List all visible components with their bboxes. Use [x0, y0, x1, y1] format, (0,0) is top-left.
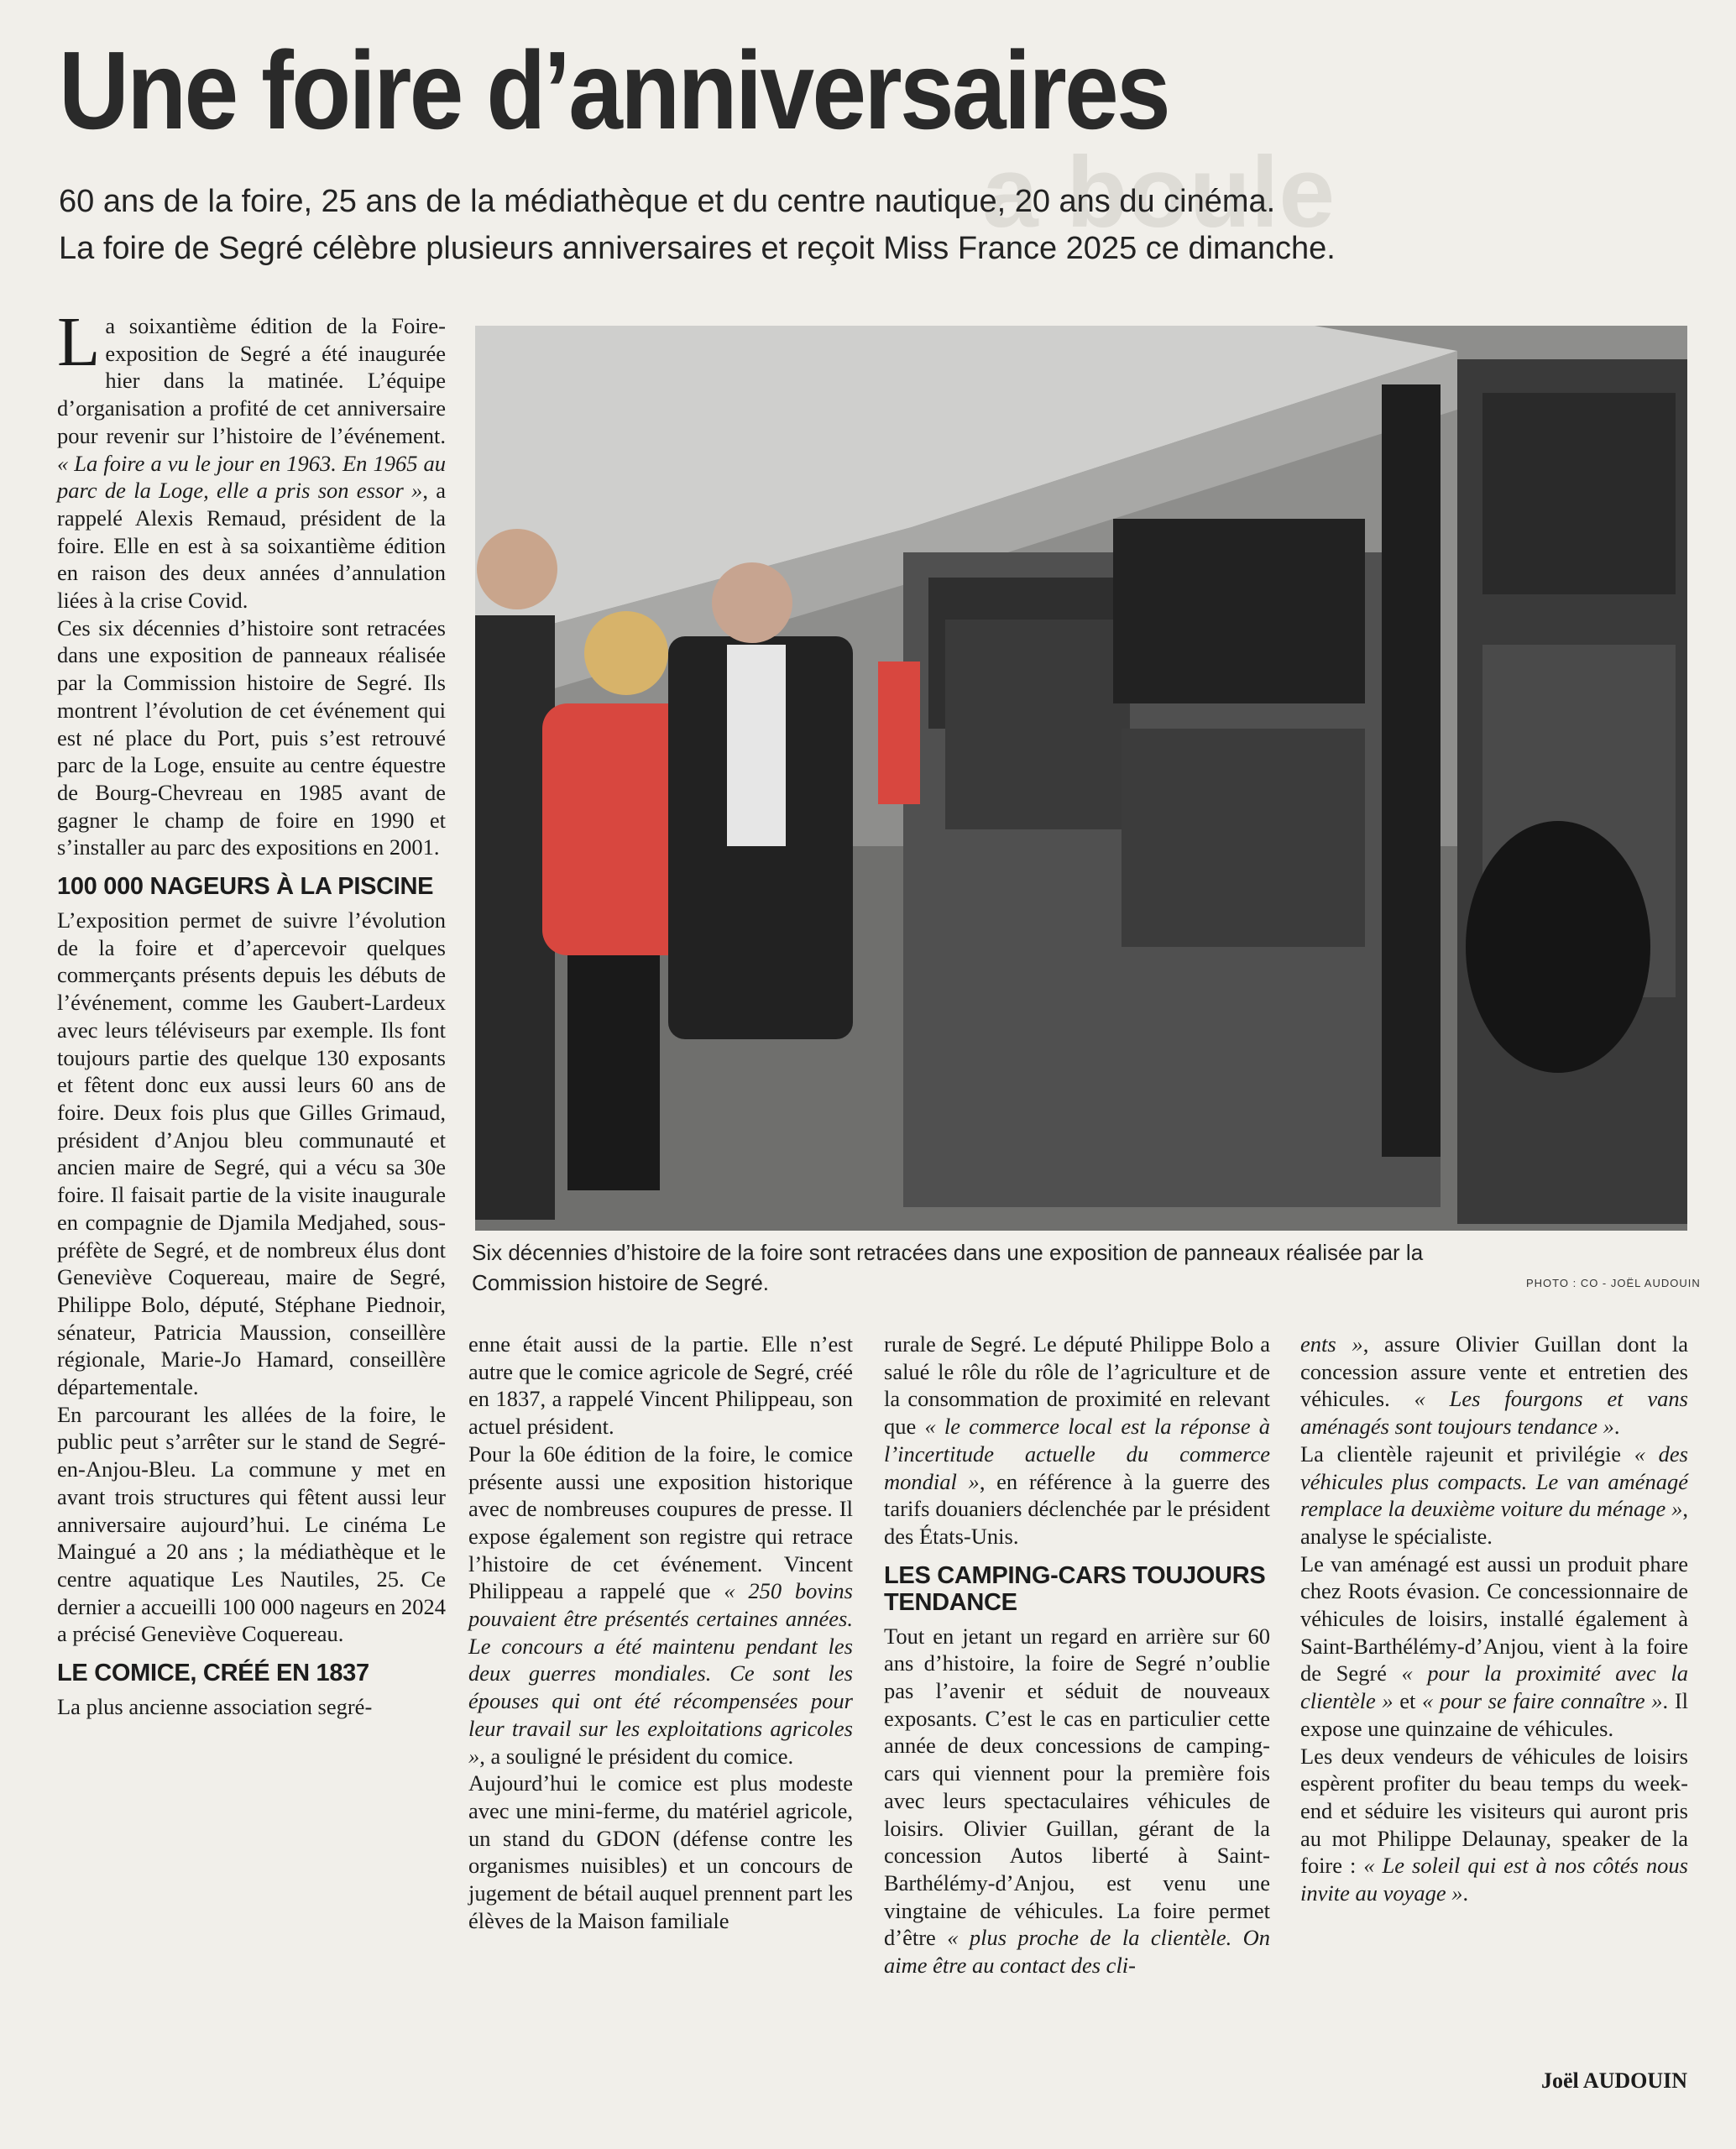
- paragraph: [468, 1441, 853, 1770]
- paragraph: L’exposition permet de suivre l’évolution de la foire et d’apercevoir quelques commerçants présents depuis les débuts de l’événement, comme les Gaubert-Lardeux avec leurs téléviseurs par exemple. Ils font toujours partie des quelque 130 exposants et fêtent donc eux aussi leurs 60 ans de foire. Deux fois plus que Gilles Grimaud, président d’Anjou bleu communauté et ancien maire de Segré, qui a vécu sa 30e foire. Il faisait partie de la visite inaugurale en compagnie de Djamila Medjahed, sous-préfète de Segré, et de nombreux élus dont Geneviève Coquereau, maire de Segré, Philippe Bolo, député, Stéphane Piednoir, sénateur, Patricia Maussion, conseillère régionale, Marie-Jo Hamard, conseillère départementale.: [57, 907, 446, 1400]
- text: , a rappelé Alexis Remaud, président de la foire. Elle en est à sa soixantième édition en raison des deux années d’annulation liées à la crise Covid.: [57, 478, 447, 614]
- column-4: [1300, 1331, 1688, 1907]
- text: , assure Olivier Guillan dont la concession assure vente et entretien des véhicules.: [1300, 1331, 1689, 1412]
- column-2: [468, 1331, 853, 1934]
- paragraph: [1300, 1331, 1688, 1441]
- article-photo: [475, 326, 1687, 1231]
- quote: « pour la proximité avec la clientèle »: [1300, 1660, 1688, 1714]
- text: Le van aménagé est aussi un produit phare chez Roots évasion. Ce concessionnaire de véhicules de loisirs, installé également à Saint-Barthélémy-d’Anjou, vient à la foire de Segré: [1300, 1550, 1688, 1686]
- subhead: LE COMICE, CRÉÉ EN 1837: [57, 1660, 369, 1687]
- quote: « Les fourgons et vans aménagés sont toujours tendance »: [1300, 1386, 1688, 1440]
- text: . Il expose une quinzaine de véhicules.: [1300, 1688, 1688, 1741]
- text: Pour la 60e édition de la foire, le comice présente aussi une exposition historique avec de nombreuses coupures de presse. Il expose également son registre qui retrace l’histoire de cet événement. Vincent Philippeau a rappelé que: [468, 1441, 853, 1604]
- column-3: [884, 1331, 1270, 1979]
- quote: « plus proche de la clientèle. On aime être au contact des cli-: [884, 1925, 1271, 1979]
- photo-credit: PHOTO : CO - JOËL AUDOUIN: [1526, 1277, 1701, 1289]
- text: , analyse le spécialiste.: [1300, 1496, 1688, 1549]
- paragraph: Ces six décennies d’histoire sont retracées dans une exposition de panneaux réalisée par la Commission histoire de Segré. Ils montrent l’évolution de cet événement qui est né place du Port, puis s’est retrouvé parc de la Loge, ensuite au centre équestre de Bourg-Chevreau en 1985 avant de gagner le champ de foire en 1990 et s’installer au parc des expositions en 2001.: [57, 614, 446, 860]
- subhead: LES CAMPING-CARS TOUJOURS TENDANCE: [884, 1561, 1266, 1616]
- paragraph: [1300, 1550, 1688, 1743]
- quote: « le commerce local est la réponse à l’incertitude actuelle du commerce mondial »: [884, 1414, 1271, 1494]
- quote: « La foire a vu le jour en 1963. En 1965 au parc de la Loge, elle a pris son essor »: [57, 450, 446, 504]
- paragraph: La plus ancienne association segré-: [57, 1694, 373, 1720]
- quote: ents »: [1300, 1331, 1363, 1357]
- paragraph: [1300, 1743, 1688, 1907]
- quote: « Le soleil qui est à nos côtés nous invite au voyage »: [1300, 1853, 1688, 1906]
- photo-caption: Six décennies d’histoire de la foire sont retracées dans une exposition de panneaux réalisée par la Commission histoire de Segré.: [472, 1240, 1424, 1295]
- text: , a souligné le président du comice.: [479, 1743, 794, 1769]
- standfirst-line-1: 60 ans de la foire, 25 ans de la médiathèque et du centre nautique, 20 ans du cinéma.: [59, 184, 1276, 219]
- paragraph: Aujourd’hui le comice est plus modeste avec une mini-ferme, du matériel agricole, un stand du GDON (défense contre les organismes nuisibles) et un concours de jugement de bétail auquel prennent part les élèves de la Maison familiale: [468, 1770, 853, 1933]
- quote: « pour se faire connaître »: [1422, 1688, 1663, 1714]
- author-signature: Joël AUDOUIN: [1541, 2068, 1688, 2093]
- text: a soixantième édition de la Foire-exposition de Segré a été inaugurée hier dans la matinée. L’équipe d’organisation a profité de cet anniversaire pour revenir sur l’histoire de l’événement.: [57, 313, 446, 448]
- headline: Une foire d’anniversaires: [59, 29, 1169, 152]
- quote: « 250 bovins pouvaient être présentés certaines années. Le concours a été maintenu pendant les deux guerres mondiales. Ce sont les épouses qui ont été récompensées pour leur travail sur les exploitations agricoles »: [468, 1578, 853, 1769]
- standfirst-line-2: La foire de Segré célèbre plusieurs anniversaires et reçoit Miss France 2025 ce dimanche.: [59, 231, 1336, 266]
- paragraph: enne était aussi de la partie. Elle n’est autre que le comice agricole de Segré, créé en 1837, a rappelé Vincent Philippeau, son actuel président.: [468, 1331, 853, 1440]
- paragraph: [57, 303, 447, 614]
- text: , en référence à la guerre des tarifs douaniers déclenchée par le président des États-Unis.: [884, 1468, 1270, 1549]
- text: Les deux vendeurs de véhicules de loisirs espèrent profiter du beau temps du week-end et séduire les visiteurs qui auront pris au mot Philippe Delaunay, speaker de la foire :: [1300, 1743, 1688, 1879]
- drop-cap: L: [57, 303, 101, 381]
- quote: « des véhicules plus compacts. Le van aménagé remplace la deuxième voiture du ménage »: [1300, 1441, 1688, 1522]
- paragraph: En parcourant les allées de la foire, le public peut s’arrêter sur le stand de Segré-en-Anjou-Bleu. La commune y met en avant trois structures qui fêtent aussi leur anniversaire aujourd’hui. Le cinéma Le Maingué a 20 ans ; la médiathèque et le centre aquatique Les Nautiles, 25. Ce dernier a accueilli 100 000 nageurs en 2024 a précisé Geneviève Coquereau.: [57, 1401, 446, 1647]
- text: rurale de Segré. Le député Philippe Bolo a salué le rôle du rôle de l’agriculture et de la consommation de proximité en relevant que: [884, 1331, 1270, 1440]
- standfirst: [59, 178, 1654, 272]
- bleed-through-text: a boule: [982, 136, 1336, 248]
- text: La clientèle rajeunit et privilégie: [1300, 1441, 1622, 1467]
- text: .: [1462, 1880, 1469, 1906]
- photo-illustration: [475, 326, 1687, 1231]
- text: .: [1613, 1414, 1620, 1440]
- subhead: 100 000 NAGEURS À LA PISCINE: [57, 873, 434, 901]
- column-1: [57, 303, 447, 1721]
- paragraph: [884, 1623, 1270, 1979]
- text: et: [1399, 1688, 1416, 1714]
- text: Tout en jetant un regard en arrière sur 60 ans d’histoire, la foire de Segré n’oublie pas l’avenir et séduit de nouveaux exposants. C’est le cas en particulier cette année de deux concessions de camping-cars qui viennent pour la première fois avec leurs spectaculaires véhicules de loisirs. Olivier Guillan, gérant de la concession Autos liberté à Saint-Barthélémy-d’Anjou, est venu une vingtaine de véhicules. La foire permet d’être: [884, 1623, 1270, 1951]
- paragraph: [1300, 1441, 1688, 1550]
- paragraph: [884, 1331, 1270, 1550]
